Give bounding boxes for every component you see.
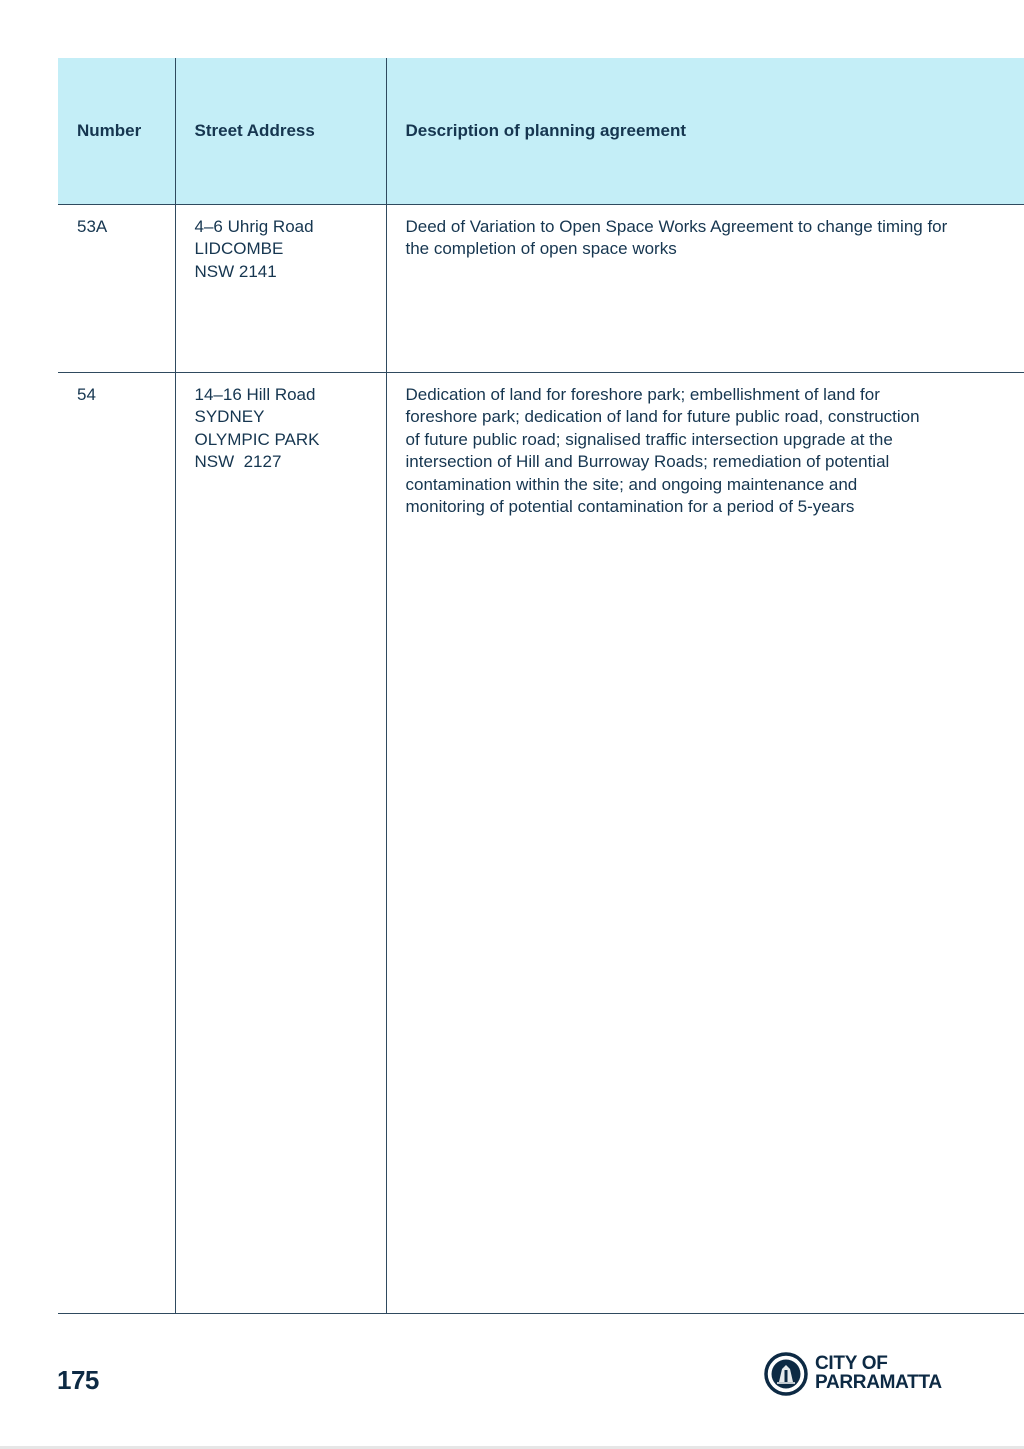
description-text: Dedication of land for foreshore park; embellishment of land for foreshore park; dedication of land for future public road, construction of future public road; signalised traffic intersection upgrade at the intersection of Hill and Burroway Roads; remediation of potential contamination within the site; and ongoing maintenance and monitoring of potential contamination for a period of 5-years xyxy=(405,384,920,516)
logo-line-1: CITY OF xyxy=(815,1353,888,1374)
row-description xyxy=(386,204,1024,372)
city-of-parramatta-logo xyxy=(764,1352,964,1398)
row-address xyxy=(175,204,386,372)
planning-agreements-table xyxy=(58,58,1024,1314)
page-number: 175 xyxy=(57,1365,99,1395)
table-row xyxy=(58,372,1024,1313)
header-description: Description of planning agreement xyxy=(386,58,1024,204)
row-description xyxy=(386,372,1024,1313)
address-line: LIDCOMBE xyxy=(194,239,284,258)
logo-line-2: PARRAMATTA xyxy=(815,1372,942,1393)
address-line: NSW 2127 xyxy=(194,452,282,471)
address-line: SYDNEY xyxy=(194,407,265,426)
header-number: Number xyxy=(58,58,175,204)
description-text: Deed of Variation to Open Space Works Agreement to change timing for the completion of open space works xyxy=(405,216,948,258)
row-number: 53A xyxy=(58,204,175,372)
row-address xyxy=(175,372,386,1313)
table-header-row xyxy=(58,58,1024,204)
address-line: 4–6 Uhrig Road xyxy=(194,216,314,236)
header-street-address: Street Address xyxy=(175,58,386,204)
city-of-parramatta-emblem-icon xyxy=(764,1352,808,1396)
logo-wordmark xyxy=(815,1354,942,1392)
table-row xyxy=(58,204,1024,372)
address-line: OLYMPIC PARK xyxy=(194,429,320,449)
address-line: 14–16 Hill Road xyxy=(194,384,316,404)
address-line: NSW 2141 xyxy=(194,261,277,281)
row-number: 54 xyxy=(58,372,175,1313)
